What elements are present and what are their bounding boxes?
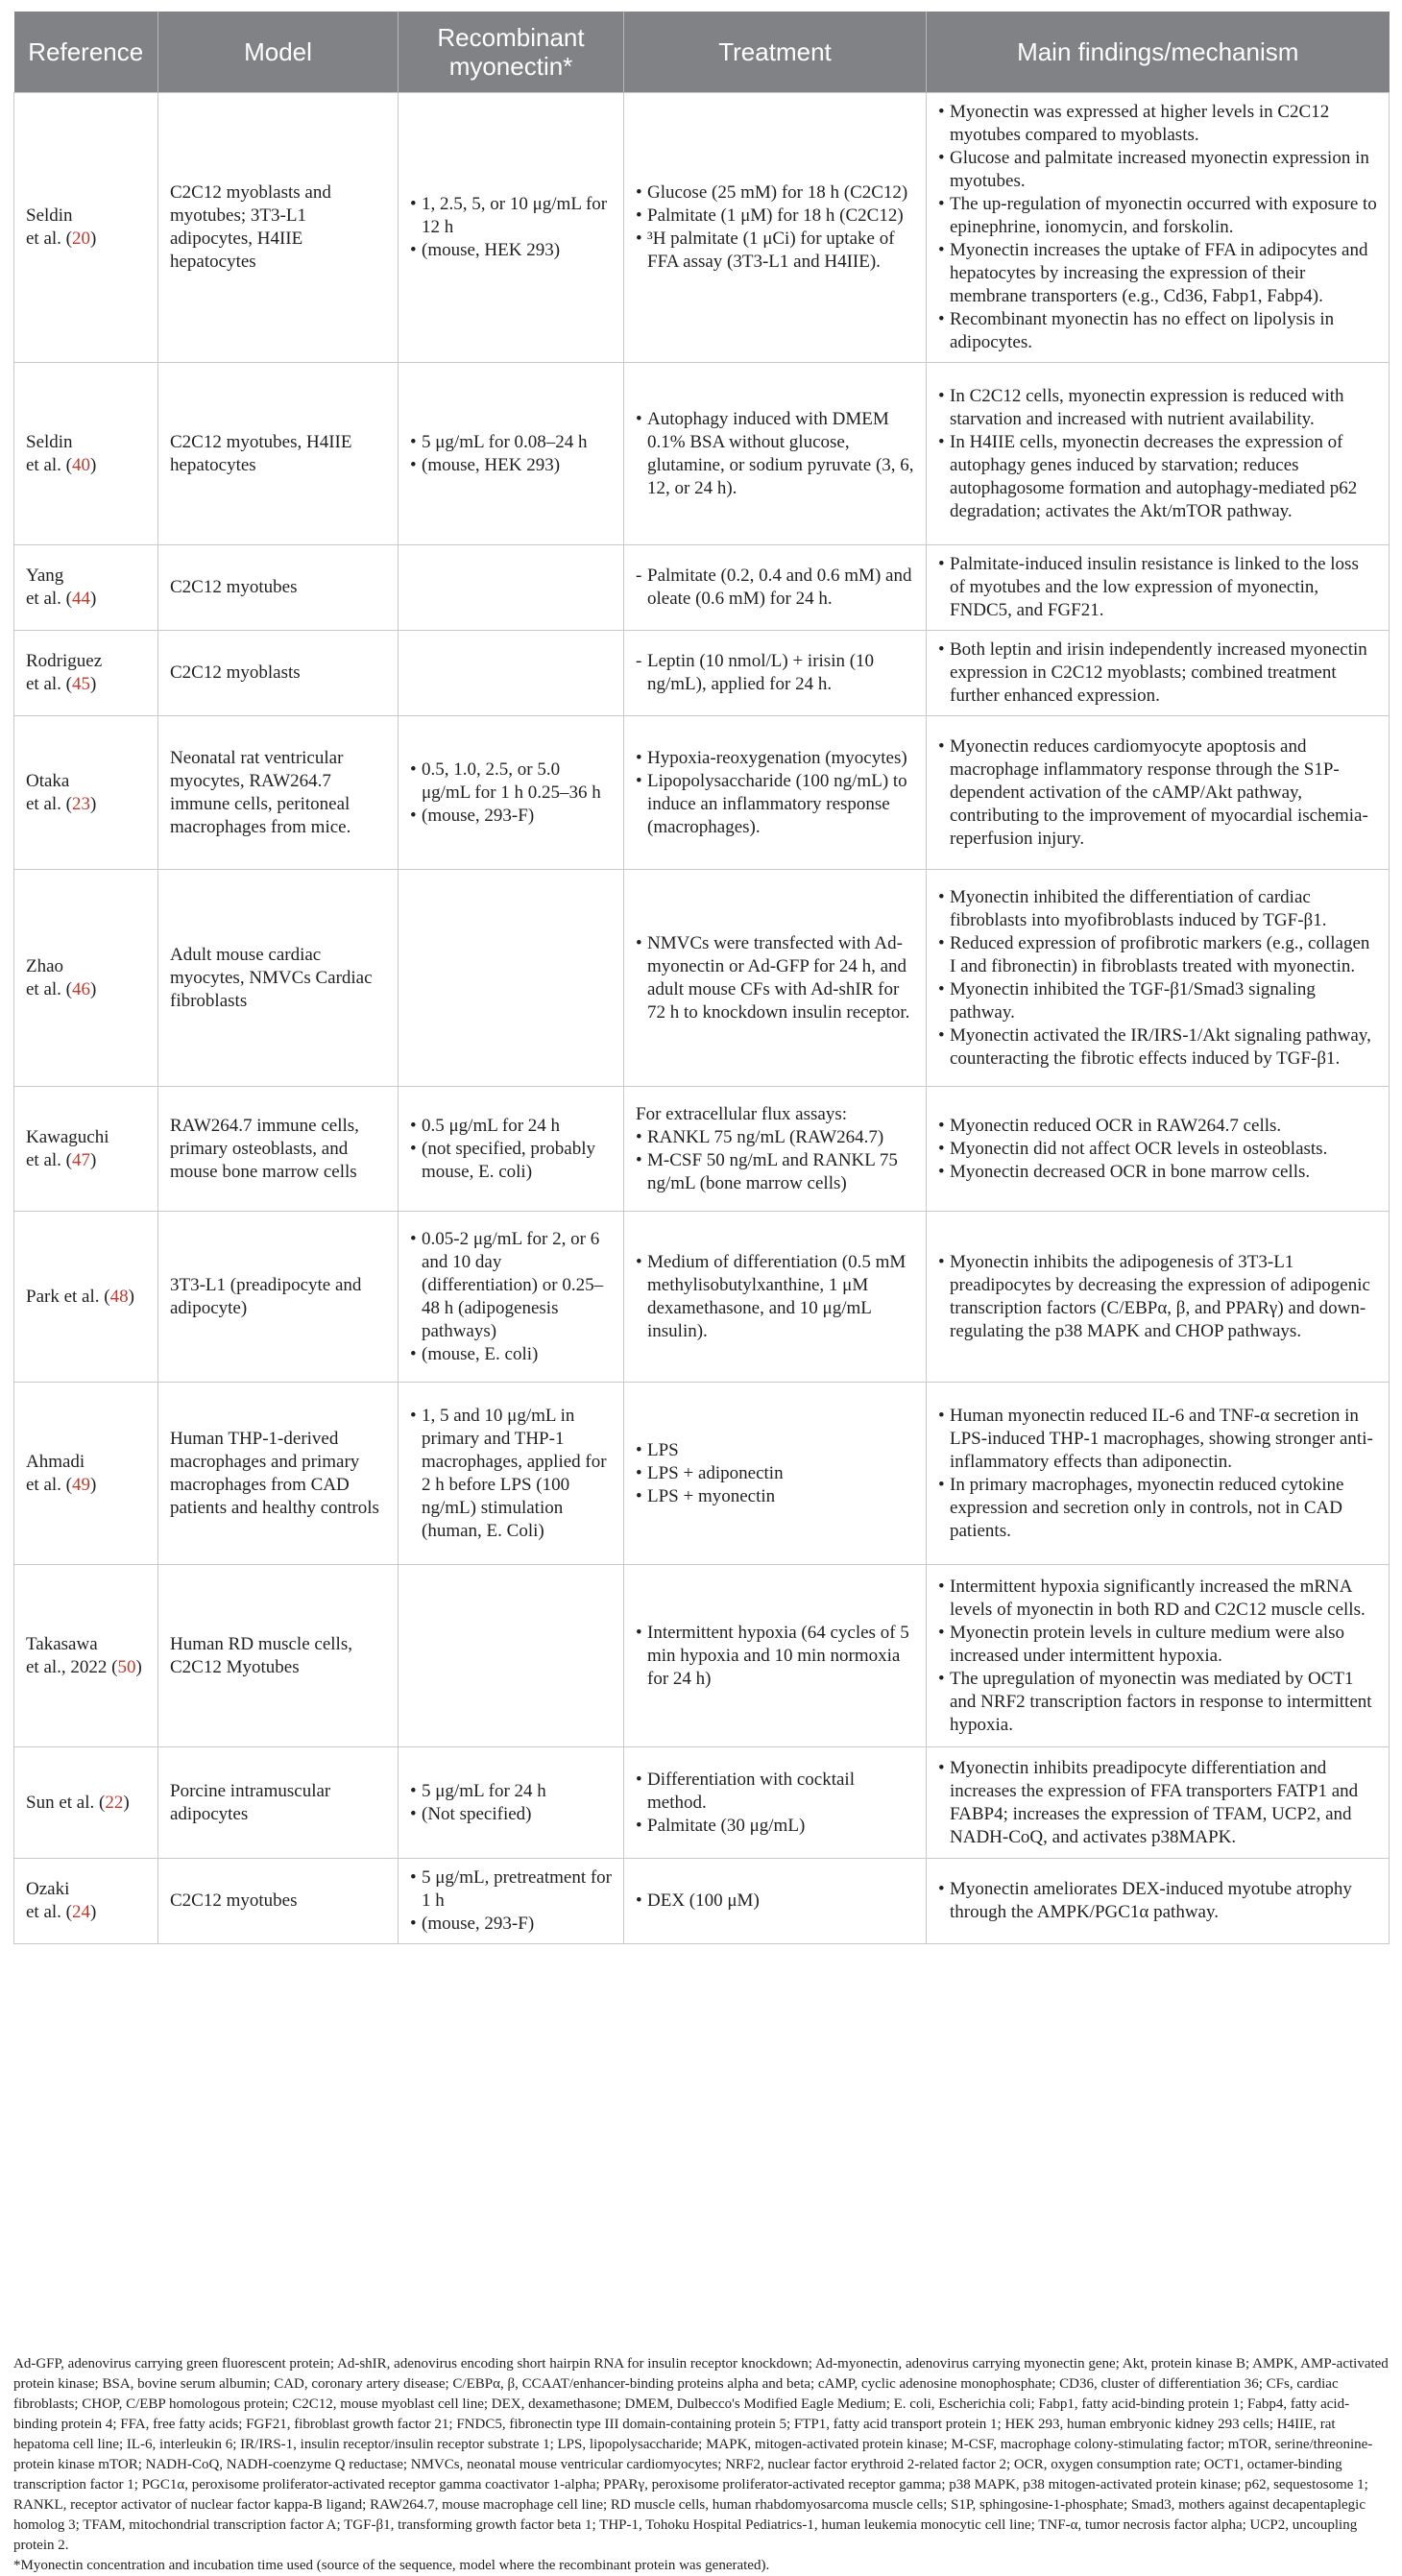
treatment-item: • Hypoxia-reoxygenation (myocytes)	[636, 747, 914, 770]
findings-cell	[927, 1212, 1390, 1383]
reference-cell	[14, 1383, 158, 1565]
recombinant-list	[410, 1866, 612, 1936]
treatment-item: • Differentiation with cocktail method.	[636, 1769, 914, 1815]
reference-citation-link[interactable]: 20	[72, 229, 91, 249]
reference-citation-link[interactable]: 22	[105, 1792, 124, 1813]
recombinant-cell	[399, 1383, 624, 1565]
treatment-item: • DEX (100 μM)	[636, 1890, 914, 1913]
findings-cell	[927, 1383, 1390, 1565]
reference-etal: et al., 2022 (	[26, 1656, 118, 1677]
table-row	[14, 1383, 1390, 1565]
finding-list	[938, 385, 1377, 523]
recombinant-cell	[399, 363, 624, 545]
recombinant-item: • (mouse, 293-F)	[410, 805, 612, 828]
recombinant-list	[410, 193, 612, 262]
findings-cell	[927, 716, 1390, 870]
reference-etal: et al. (	[26, 454, 73, 475]
recombinant-item: • 0.05-2 μg/mL for 2, or 6 and 10 day (differentiation) or 0.25–48 h (adipogenesis pathways)	[410, 1228, 612, 1343]
reference-cell	[14, 716, 158, 870]
reference-close: )	[123, 1792, 130, 1813]
findings-cell	[927, 1087, 1390, 1212]
recombinant-cell	[399, 1212, 624, 1383]
treatment-item: • M-CSF 50 ng/mL and RANKL 75 ng/mL (bone marrow cells)	[636, 1149, 914, 1195]
reference-cell	[14, 363, 158, 545]
reference-cell	[14, 1859, 158, 1944]
treatment-cell	[624, 1859, 927, 1944]
reference-citation-link[interactable]: 50	[117, 1656, 136, 1677]
treatment-list	[636, 181, 914, 274]
finding-item: • Recombinant myonectin has no effect on lipolysis in adipocytes.	[938, 308, 1377, 354]
reference-author: Seldin	[26, 205, 73, 226]
reference-etal: et al. (	[26, 589, 73, 609]
reference-cell	[14, 1212, 158, 1383]
table-row	[14, 363, 1390, 545]
model-cell: C2C12 myoblasts and myotubes; 3T3-L1 adipocytes, H4IIE hepatocytes	[158, 93, 399, 363]
model-cell: C2C12 myoblasts	[158, 631, 399, 716]
model-cell: C2C12 myotubes	[158, 1859, 399, 1944]
treatment-list	[636, 747, 914, 839]
recombinant-cell	[399, 93, 624, 363]
reference-cell	[14, 631, 158, 716]
treatment-item: • Palmitate (30 μg/mL)	[636, 1815, 914, 1838]
recombinant-item: • 5 μg/mL for 24 h	[410, 1780, 612, 1803]
finding-item: • Both leptin and irisin independently increased myonectin expression in C2C12 myoblasts; combined treatment further enhanced expression.	[938, 638, 1377, 708]
reference-etal: et al. (	[26, 674, 73, 694]
finding-item: • Myonectin inhibited the differentiation of cardiac fibroblasts into myofibroblasts induced by TGF-β1.	[938, 886, 1377, 932]
reference-close: )	[90, 674, 97, 694]
treatment-cell	[624, 870, 927, 1087]
treatment-item: - Leptin (10 nmol/L) + irisin (10 ng/mL), applied for 24 h.	[636, 650, 914, 696]
reference-etal: et al. (	[26, 1149, 73, 1170]
finding-item: • In C2C12 cells, myonectin expression is reduced with starvation and increased with nutrient availability.	[938, 385, 1377, 431]
reference-close: )	[90, 978, 97, 999]
findings-cell	[927, 1747, 1390, 1859]
table-row	[14, 93, 1390, 363]
treatment-cell	[624, 1747, 927, 1859]
finding-item: • Myonectin decreased OCR in bone marrow cells.	[938, 1161, 1377, 1184]
recombinant-item: • (mouse, HEK 293)	[410, 239, 612, 262]
reference-close: )	[135, 1656, 142, 1677]
recombinant-item: • 0.5, 1.0, 2.5, or 5.0 μg/mL for 1 h 0.25–36 h	[410, 758, 612, 805]
treatment-cell	[624, 1087, 927, 1212]
recombinant-item: • (Not specified)	[410, 1803, 612, 1826]
finding-item: • Myonectin activated the IR/IRS-1/Akt signaling pathway, counteracting the fibrotic effects induced by TGF-β1.	[938, 1024, 1377, 1071]
recombinant-item: • (mouse, E. coli)	[410, 1343, 612, 1366]
reference-citation-link[interactable]: 24	[72, 1902, 91, 1922]
treatment-cell	[624, 363, 927, 545]
header-recombinant-myonectin: Recombinant myonectin*	[399, 12, 624, 93]
treatment-item: - Palmitate (0.2, 0.4 and 0.6 mM) and oleate (0.6 mM) for 24 h.	[636, 565, 914, 611]
treatment-item: • Intermittent hypoxia (64 cycles of 5 min hypoxia and 10 min normoxia for 24 h)	[636, 1622, 914, 1691]
reference-citation-link[interactable]: 48	[109, 1286, 129, 1307]
treatment-item: • LPS + adiponectin	[636, 1462, 914, 1485]
recombinant-item: • 1, 2.5, 5, or 10 μg/mL for 12 h	[410, 193, 612, 239]
finding-list	[938, 553, 1377, 622]
finding-list	[938, 886, 1377, 1071]
header-reference: Reference	[14, 12, 158, 93]
treatment-item: • Medium of differentiation (0.5 mM methylisobutylxanthine, 1 μM dexamethasone, and 10 μg/mL insulin).	[636, 1251, 914, 1343]
finding-list	[938, 1115, 1377, 1184]
finding-item: • In H4IIE cells, myonectin decreases the expression of autophagy genes induced by starvation; reduces autophagosome formation and autophagy-mediated p62 degradation; activates the Akt/mTOR pathway.	[938, 431, 1377, 523]
finding-item: • Human myonectin reduced IL-6 and TNF-α secretion in LPS-induced THP-1 macrophages, showing stronger anti-inflammatory effects than adiponectin.	[938, 1405, 1377, 1474]
findings-cell	[927, 870, 1390, 1087]
reference-close: )	[90, 454, 97, 475]
findings-cell	[927, 631, 1390, 716]
treatment-item: • LPS	[636, 1439, 914, 1462]
reference-citation-link[interactable]: 40	[72, 454, 91, 475]
treatment-item: • Palmitate (1 μM) for 18 h (C2C12)	[636, 205, 914, 228]
header-model: Model	[158, 12, 399, 93]
recombinant-item: • (mouse, 293-F)	[410, 1913, 612, 1936]
myonectin-studies-table	[13, 12, 1390, 1944]
treatment-list	[636, 1126, 914, 1195]
recombinant-cell	[399, 1565, 624, 1747]
treatment-item: • RANKL 75 ng/mL (RAW264.7)	[636, 1126, 914, 1149]
reference-cell	[14, 870, 158, 1087]
table-row	[14, 545, 1390, 631]
model-cell: Human THP-1-derived macrophages and primary macrophages from CAD patients and healthy controls	[158, 1383, 399, 1565]
finding-list	[938, 638, 1377, 708]
treatment-cell	[624, 1565, 927, 1747]
reference-author: Yang	[26, 566, 64, 586]
reference-author: Sun et al. (	[26, 1792, 106, 1813]
reference-citation-link[interactable]: 46	[72, 978, 91, 999]
table-header-row	[14, 12, 1390, 93]
reference-author: Ahmadi	[26, 1451, 85, 1472]
reference-close: )	[90, 1149, 97, 1170]
recombinant-item: • 1, 5 and 10 μg/mL in primary and THP-1 macrophages, applied for 2 h before LPS (100 ng/mL) stimulation (human, E. Coli)	[410, 1405, 612, 1543]
reference-citation-link[interactable]: 44	[72, 589, 91, 609]
treatment-intro: For extracellular flux assays:	[636, 1103, 848, 1124]
treatment-list	[636, 1439, 914, 1508]
findings-cell	[927, 545, 1390, 631]
recombinant-item: • 0.5 μg/mL for 24 h	[410, 1115, 612, 1138]
recombinant-list	[410, 1780, 612, 1826]
finding-item: • Myonectin ameliorates DEX-induced myotube atrophy through the AMPK/PGC1α pathway.	[938, 1878, 1377, 1924]
reference-cell	[14, 1087, 158, 1212]
finding-list	[938, 101, 1377, 354]
finding-item: • Myonectin reduced OCR in RAW264.7 cells.	[938, 1115, 1377, 1138]
treatment-item: • LPS + myonectin	[636, 1485, 914, 1508]
reference-cell	[14, 1747, 158, 1859]
finding-item: • Myonectin increases the uptake of FFA in adipocytes and hepatocytes by increasing the expression of their membrane transporters (e.g., Cd36, Fabp1, Fabp4).	[938, 239, 1377, 308]
abbreviations-footnote: Ad-GFP, adenovirus carrying green fluorescent protein; Ad-shIR, adenovirus encoding short hairpin RNA for insulin receptor knockdown; Ad-myonectin, adenovirus carrying myonectin gene; Akt, protein kinase B; AMPK, AMP-activated protein kinase; BSA, bovine serum albumin; CAD, coronary artery disease; C/EBPα, β, CCAAT/enhancer-binding proteins alpha and beta; cAMP, cyclic adenosine monophosphate; CD36, cluster of differentiation 36; CFs, cardiac fibroblasts; CHOP, C/EBP homologous protein; C2C12, mouse myoblast cell line; DEX, dexamethasone; DMEM, Dulbecco's Modified Eagle Medium; E. coli, Escherichia coli; Fabp1, fatty acid-binding protein 1; Fabp4, fatty acid-binding protein 4; FFA, free fatty acids; FGF21, fibroblast growth factor 21; FNDC5, fibronectin type III domain-containing protein 5; FTP1, fatty acid transport protein 1; HEK 293, human embryonic kidney 293 cells; H4IIE, rat hepatoma cell line; IL-6, interleukin 6; IR/IRS-1, insulin receptor/insulin receptor substrate 1; LPS, lipopolysaccharide; MAPK, mitogen-activated protein kinase; M-CSF, macrophage colony-stimulating factor; mTOR, serine/threonine-protein kinase mTOR; NADH-CoQ, NADH-coenzyme Q reductase; NMVCs, neonatal mouse ventricular cardiomyocytes; NRF2, nuclear factor erythroid 2-related factor 2; OCR, oxygen consumption rate; OCT1, octamer-binding transcription factor 1; PGC1α, peroxisome proliferator-activated receptor gamma coactivator 1-alpha; PPARγ, peroxisome proliferator-activated receptor gamma; p38 MAPK, p38 mitogen-activated protein kinase; p62, sequestosome 1; RANKL, receptor activator of nuclear factor kappa-B ligand; RAW264.7, mouse macrophage cell line; RD muscle cells, human rhabdomyosarcoma muscle cells; S1P, sphingosine-1-phosphate; Smad3, mothers against decapentaplegic homolog 3; TFAM, mitochondrial transcription factor A; TGF-β1, transforming growth factor beta 1; THP-1, Tohoku Hospital Pediatrics-1, human leukemia monocytic cell line; TNF-α, tumor necrosis factor alpha; UCP2, uncoupling protein 2.	[13, 2356, 1389, 2553]
model-cell: 3T3-L1 (preadipocyte and adipocyte)	[158, 1212, 399, 1383]
recombinant-cell	[399, 631, 624, 716]
finding-item: • Glucose and palmitate increased myonectin expression in myotubes.	[938, 147, 1377, 193]
treatment-list	[636, 1769, 914, 1838]
table-row	[14, 1087, 1390, 1212]
reference-etal: et al. (	[26, 978, 73, 999]
reference-cell	[14, 545, 158, 631]
reference-etal: et al. (	[26, 229, 73, 249]
recombinant-cell	[399, 1747, 624, 1859]
finding-item: • Myonectin reduces cardiomyocyte apoptosis and macrophage inflammatory response through the S1P-dependent activation of the cAMP/Akt pathway, contributing to the improvement of myocardial ischemia-reperfusion injury.	[938, 735, 1377, 851]
recombinant-list	[410, 431, 612, 477]
treatment-list	[636, 1890, 914, 1913]
finding-item: • Myonectin was expressed at higher levels in C2C12 myotubes compared to myoblasts.	[938, 101, 1377, 147]
treatment-list	[636, 565, 914, 611]
table-row	[14, 716, 1390, 870]
recombinant-cell	[399, 1859, 624, 1944]
findings-cell	[927, 1565, 1390, 1747]
model-cell: Porcine intramuscular adipocytes	[158, 1747, 399, 1859]
model-cell: C2C12 myotubes	[158, 545, 399, 631]
table-row	[14, 1859, 1390, 1944]
findings-cell	[927, 363, 1390, 545]
reference-etal: et al. (	[26, 793, 73, 814]
recombinant-item: • (mouse, HEK 293)	[410, 454, 612, 477]
finding-item: • Myonectin did not affect OCR levels in osteoblasts.	[938, 1138, 1377, 1161]
finding-item: • Myonectin inhibits the adipogenesis of 3T3-L1 preadipocytes by decreasing the expression of adipogenic transcription factors (C/EBPα, β, and PPARγ) and down-regulating the p38 MAPK and CHOP pathways.	[938, 1251, 1377, 1343]
finding-item: • Intermittent hypoxia significantly increased the mRNA levels of myonectin in both RD and C2C12 muscle cells.	[938, 1576, 1377, 1622]
reference-close: )	[90, 793, 97, 814]
reference-citation-link[interactable]: 47	[72, 1149, 91, 1170]
reference-citation-link[interactable]: 49	[72, 1474, 91, 1495]
reference-cell	[14, 1565, 158, 1747]
finding-item: • Reduced expression of profibrotic markers (e.g., collagen I and fibronectin) in fibroblasts treated with myonectin.	[938, 932, 1377, 978]
reference-author: Park et al. (	[26, 1286, 110, 1307]
treatment-list	[636, 408, 914, 500]
treatment-cell	[624, 631, 927, 716]
table-row	[14, 631, 1390, 716]
finding-item: • Myonectin protein levels in culture medium were also increased under intermittent hypoxia.	[938, 1622, 1377, 1668]
reference-close: )	[90, 1474, 97, 1495]
reference-citation-link[interactable]: 45	[72, 674, 91, 694]
treatment-item: • Glucose (25 mM) for 18 h (C2C12)	[636, 181, 914, 205]
reference-author: Ozaki	[26, 1879, 70, 1899]
model-cell: C2C12 myotubes, H4IIE hepatocytes	[158, 363, 399, 545]
finding-item: • Myonectin inhibits preadipocyte differentiation and increases the expression of FFA transporters FATP1 and FABP4; increases the expression of TFAM, UCP2, and NADH-CoQ, and activates p38MAPK.	[938, 1757, 1377, 1849]
finding-item: • In primary macrophages, myonectin reduced cytokine expression and secretion only in controls, not in CAD patients.	[938, 1474, 1377, 1543]
recombinant-list	[410, 1115, 612, 1184]
treatment-item: • NMVCs were transfected with Ad-myonectin or Ad-GFP for 24 h, and adult mouse CFs with Ad-shIR for 72 h to knockdown insulin receptor.	[636, 932, 914, 1024]
finding-list	[938, 1757, 1377, 1849]
recombinant-item: • (not specified, probably mouse, E. coli)	[410, 1138, 612, 1184]
treatment-cell	[624, 1212, 927, 1383]
finding-item: • Myonectin inhibited the TGF-β1/Smad3 signaling pathway.	[938, 978, 1377, 1024]
asterisk-note: *Myonectin concentration and incubation time used (source of the sequence, model where the recombinant protein was generated).	[13, 2558, 770, 2573]
reference-citation-link[interactable]: 23	[72, 793, 91, 814]
table-row	[14, 870, 1390, 1087]
header-main-findings: Main findings/mechanism	[927, 12, 1390, 93]
reference-author: Otaka	[26, 770, 70, 791]
recombinant-cell	[399, 545, 624, 631]
reference-author: Zhao	[26, 955, 64, 976]
finding-item: • Palmitate-induced insulin resistance is linked to the loss of myotubes and the low expression of myonectin, FNDC5, and FGF21.	[938, 553, 1377, 622]
treatment-cell	[624, 1383, 927, 1565]
treatment-list	[636, 1622, 914, 1691]
reference-close: )	[90, 229, 97, 249]
model-cell: Human RD muscle cells, C2C12 Myotubes	[158, 1565, 399, 1747]
model-cell: RAW264.7 immune cells, primary osteoblasts, and mouse bone marrow cells	[158, 1087, 399, 1212]
finding-list	[938, 1251, 1377, 1343]
recombinant-item: • 5 μg/mL for 0.08–24 h	[410, 431, 612, 454]
finding-list	[938, 1576, 1377, 1737]
findings-cell	[927, 1859, 1390, 1944]
finding-list	[938, 735, 1377, 851]
table-footnote	[13, 2354, 1389, 2576]
table-row	[14, 1747, 1390, 1859]
table-row	[14, 1565, 1390, 1747]
finding-item: • The upregulation of myonectin was mediated by OCT1 and NRF2 transcription factors in response to intermittent hypoxia.	[938, 1668, 1377, 1737]
recombinant-item: • 5 μg/mL, pretreatment for 1 h	[410, 1866, 612, 1913]
finding-list	[938, 1405, 1377, 1543]
reference-close: )	[90, 589, 97, 609]
reference-author: Kawaguchi	[26, 1126, 109, 1147]
reference-etal: et al. (	[26, 1474, 73, 1495]
treatment-list	[636, 932, 914, 1024]
treatment-item: • ³H palmitate (1 μCi) for uptake of FFA assay (3T3-L1 and H4IIE).	[636, 228, 914, 274]
reference-close: )	[90, 1902, 97, 1922]
treatment-list	[636, 650, 914, 696]
treatment-cell	[624, 716, 927, 870]
reference-close: )	[128, 1286, 134, 1307]
table-row	[14, 1212, 1390, 1383]
findings-cell	[927, 93, 1390, 363]
treatment-item: • Autophagy induced with DMEM 0.1% BSA without glucose, glutamine, or sodium pyruvate (3, 6, 12, or 24 h).	[636, 408, 914, 500]
recombinant-list	[410, 1228, 612, 1366]
model-cell: Adult mouse cardiac myocytes, NMVCs Cardiac fibroblasts	[158, 870, 399, 1087]
recombinant-cell	[399, 870, 624, 1087]
treatment-item: • Lipopolysaccharide (100 ng/mL) to induce an inflammatory response (macrophages).	[636, 770, 914, 839]
model-cell: Neonatal rat ventricular myocytes, RAW264.7 immune cells, peritoneal macrophages from mice.	[158, 716, 399, 870]
finding-list	[938, 1878, 1377, 1924]
finding-item: • The up-regulation of myonectin occurred with exposure to epinephrine, ionomycin, and forskolin.	[938, 193, 1377, 239]
treatment-cell	[624, 93, 927, 363]
header-treatment: Treatment	[624, 12, 927, 93]
recombinant-cell	[399, 716, 624, 870]
recombinant-list	[410, 1405, 612, 1543]
treatment-cell	[624, 545, 927, 631]
recombinant-list	[410, 758, 612, 828]
reference-author: Takasawa	[26, 1633, 98, 1654]
recombinant-cell	[399, 1087, 624, 1212]
reference-author: Seldin	[26, 431, 73, 452]
reference-cell	[14, 93, 158, 363]
reference-etal: et al. (	[26, 1902, 73, 1922]
treatment-list	[636, 1251, 914, 1343]
reference-author: Rodriguez	[26, 651, 103, 671]
